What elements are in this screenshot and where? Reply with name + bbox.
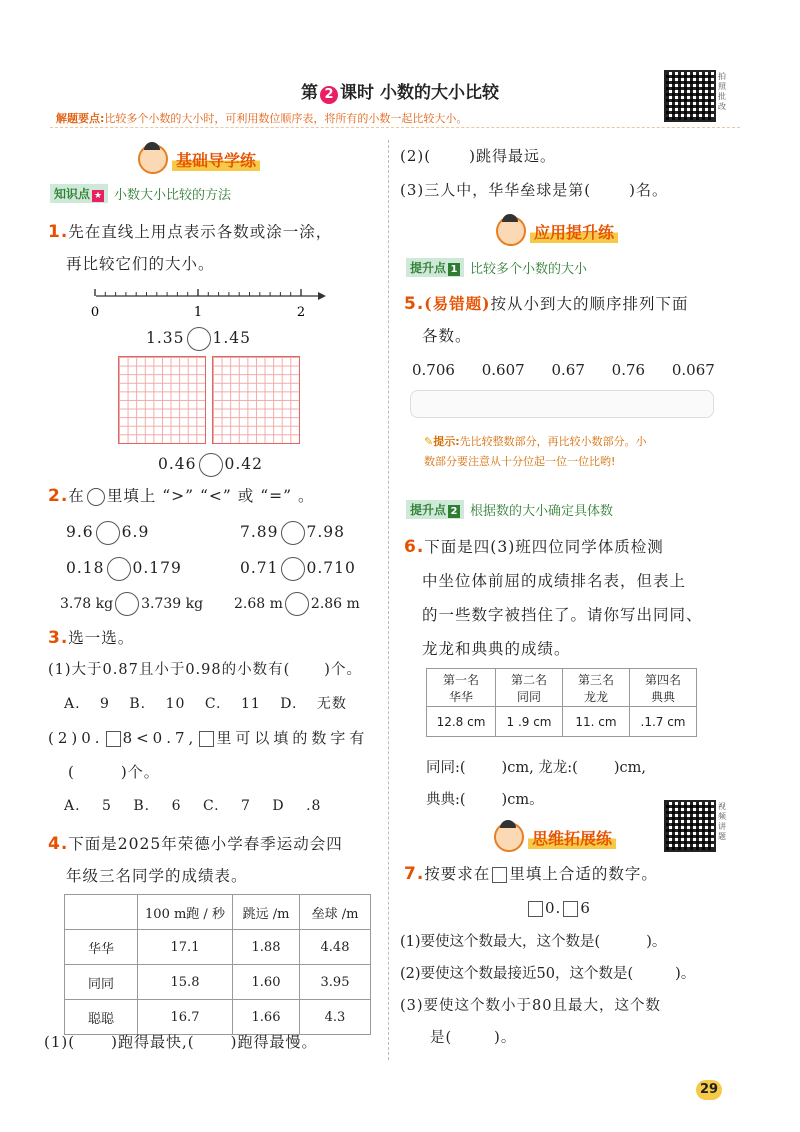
qr-code-icon: [664, 70, 716, 122]
compare-right-value: 1.45: [212, 329, 252, 347]
question-text: )跳得最远。: [469, 147, 556, 165]
compare-2: [158, 448, 263, 480]
q7-part-2: [400, 958, 695, 990]
q3-part-2-options: [64, 790, 321, 822]
compare-value: 3.78 kg: [60, 596, 114, 612]
score-cell: 1 .9 cm: [496, 707, 563, 737]
q3-part-1-options: [64, 688, 347, 720]
question-text: 里可以填的数字有: [216, 729, 369, 747]
question-text: 年级三名同学的成绩表。: [66, 867, 248, 885]
compare-row: [66, 516, 149, 548]
question-text: 按要求在: [424, 865, 491, 883]
compare-right-value: 0.42: [224, 455, 264, 473]
table-header: 100 m跑 / 秒: [138, 895, 233, 930]
kp-tag: [406, 500, 464, 519]
hint-label: 提示:: [433, 435, 460, 448]
question-7: [404, 858, 658, 890]
kp-title: 根据数的大小确定具体数: [470, 504, 614, 519]
question-text: )cm,: [613, 760, 646, 776]
kp-tag: [50, 184, 108, 203]
table-row: [65, 930, 371, 965]
question-text: 中坐位体前屈的成绩排名表，但表上: [422, 572, 687, 590]
header-divider: [50, 127, 740, 128]
q7-part-1: [400, 926, 666, 958]
mascot-icon: [138, 144, 168, 174]
score-cell: 11. cm: [563, 707, 630, 737]
compare-value: 2.86 m: [310, 596, 360, 612]
section-banner-apply: [496, 218, 618, 244]
question-text: (1)(: [44, 1033, 76, 1051]
compare-left-value: 1.35: [146, 329, 185, 347]
question-text: (3)要使这个数小于80且最大，这个数: [400, 998, 661, 1014]
tip-text: 比较多个小数的大小时，可利用数位顺序表，将所有的小数一起比较大小。: [104, 112, 468, 125]
score-cell: 12.8 cm: [427, 707, 496, 737]
improvement-point-2: [406, 500, 613, 519]
hundred-grid-2[interactable]: [212, 356, 300, 444]
question-number: 6.: [404, 537, 425, 557]
question-2: [48, 480, 314, 512]
tip-label: 解题要点:: [56, 112, 105, 125]
table-cell: 1.88: [233, 930, 300, 965]
circle-symbol: [87, 488, 105, 506]
answer-circle[interactable]: [281, 521, 305, 545]
expression-text: 0.: [545, 899, 562, 917]
question-text: 同同:(: [426, 760, 466, 776]
question-number: 2.: [48, 486, 69, 506]
compare-1: [146, 322, 251, 354]
question-4: [48, 828, 343, 892]
question-text: (1)要使这个数最大，这个数是(: [400, 934, 601, 950]
question-text: (: [68, 763, 75, 781]
digit-box[interactable]: [528, 901, 543, 917]
compare-row: [240, 552, 356, 584]
q6-answer-line-2: [426, 784, 544, 816]
decimal-value: 0.67: [551, 361, 585, 379]
number-line-arrow: [318, 292, 326, 300]
answer-circle[interactable]: [187, 327, 211, 351]
question-6: [404, 530, 703, 666]
q4-part-1: [44, 1026, 317, 1058]
question-text: (1)大于0.87且小于0.98的小数有(: [48, 662, 291, 678]
banner-text: 思维拓展练: [528, 826, 616, 849]
compare-row: [66, 552, 182, 584]
question-text: 再比较它们的大小。: [66, 255, 215, 273]
error-prone-tag: (易错题): [424, 294, 491, 313]
table-cell: 华华: [65, 930, 138, 965]
question-text: 下面是2025年荣德小学春季运动会四: [68, 835, 343, 853]
question-5: [404, 288, 688, 352]
rank-header: [563, 669, 630, 707]
question-text: 龙龙和典典的成绩。: [422, 640, 571, 658]
q3-part-1: [48, 654, 362, 686]
question-text: )。: [675, 966, 696, 982]
question-number: 1.: [48, 222, 69, 242]
number-line: [90, 284, 330, 320]
compare-value: 0.18: [66, 559, 105, 577]
question-text: (3)三人中，华华垒球是第(: [400, 181, 592, 199]
table-header: 跳远 /m: [233, 895, 300, 930]
table-cell: 15.8: [138, 965, 233, 1000]
digit-box: [199, 731, 214, 747]
student-name: 同同: [516, 689, 541, 704]
kp-number: 2: [448, 505, 460, 518]
question-text: )cm。: [501, 792, 544, 808]
kp-title: 小数大小比较的方法: [114, 188, 232, 203]
table-cell: 同同: [65, 965, 138, 1000]
hint-box: [424, 432, 647, 472]
table-cell: 聪聪: [65, 1000, 138, 1035]
question-1: [48, 216, 332, 280]
question-text: 8<0.7,: [122, 729, 198, 747]
compare-row: [240, 516, 345, 548]
column-divider: [388, 140, 389, 1060]
star-icon: ★: [93, 191, 103, 201]
question-text: 里填上 “>” “<” 或 “=” 。: [106, 487, 315, 505]
q5-answer-box[interactable]: [410, 390, 714, 418]
compare-value: 3.739 kg: [141, 596, 204, 612]
q6-answer-line-1: [426, 752, 646, 784]
question-text: (2)要使这个数最接近50，这个数是(: [400, 966, 634, 982]
question-text: )cm, 龙龙:(: [501, 760, 578, 776]
kp-title: 比较多个小数的大小: [470, 262, 588, 277]
question-text: 选一选。: [68, 629, 135, 647]
question-text: )。: [494, 1030, 517, 1046]
lesson-number-badge: 2: [320, 86, 338, 104]
question-text: 是(: [430, 1030, 453, 1046]
tick-label: 0: [90, 305, 100, 320]
qr-code-video[interactable]: [664, 800, 716, 852]
tick-label: 2: [296, 305, 306, 320]
knowledge-point: [50, 184, 231, 203]
student-name: 典典: [650, 689, 675, 704]
q4-part-2: [400, 140, 556, 172]
compare-value: 2.68 m: [234, 596, 283, 612]
rank-header: [427, 669, 496, 707]
page-number: 29: [696, 1080, 722, 1100]
ranking-table: [426, 668, 697, 737]
question-text: 典典:(: [426, 792, 466, 808]
question-text: (2)(: [400, 147, 432, 165]
q3-part-2-blank: [68, 756, 160, 788]
answer-circle[interactable]: [107, 557, 131, 581]
question-number: 3.: [48, 628, 69, 648]
banner-text: 应用提升练: [530, 220, 618, 243]
decimal-value: 0.067: [671, 361, 715, 379]
compare-row: [60, 588, 203, 620]
rank-label: 第二名: [510, 672, 547, 687]
option-d[interactable]: D .8: [272, 798, 322, 814]
digit-box: [492, 867, 507, 883]
q7-part-3: [400, 990, 661, 1022]
question-text: )个。: [120, 763, 160, 781]
option-b[interactable]: B. 6: [133, 798, 182, 814]
compare-value: 0.179: [132, 559, 182, 577]
tick-label: 1: [193, 305, 203, 320]
option-b[interactable]: B. 10: [129, 696, 186, 712]
table-cell: 16.7: [138, 1000, 233, 1035]
q5-values: [412, 354, 715, 386]
compare-left-value: 0.46: [158, 455, 197, 473]
rank-label: 第三名: [577, 672, 614, 687]
question-text: )个。: [324, 662, 362, 678]
question-text: 里填上合适的数字。: [509, 865, 658, 883]
option-a[interactable]: A. 9: [64, 696, 110, 712]
qr-label-grading: 拍照批改: [718, 72, 726, 111]
question-text: )跑得最慢。: [230, 1033, 318, 1051]
table-cell: 4.3: [300, 1000, 371, 1035]
rank-label: 第四名: [644, 672, 681, 687]
q4-part-3: [400, 174, 668, 206]
answer-circle[interactable]: [115, 592, 139, 616]
kp-tag-label: 提升点: [410, 261, 447, 275]
answer-circle[interactable]: [285, 592, 309, 616]
option-d[interactable]: D. 无数: [280, 696, 347, 712]
compare-row: [234, 588, 360, 620]
compare-value: 0.71: [240, 559, 279, 577]
question-text: 的一些数字被挡住了。请你写出同同、: [422, 606, 703, 624]
student-name: 龙龙: [583, 689, 608, 704]
table-cell: 4.48: [300, 930, 371, 965]
question-text: )名。: [629, 181, 668, 199]
option-a[interactable]: A. 5: [64, 798, 112, 814]
kp-number: 1: [448, 263, 460, 276]
table-cell: 17.1: [138, 930, 233, 965]
question-text: 下面是四(3)班四位同学体质检测: [424, 538, 664, 556]
q3-part-2: [48, 722, 368, 754]
compare-value: 7.98: [306, 523, 346, 541]
q7-expression: [526, 892, 591, 924]
question-text: )跑得最快,(: [111, 1033, 195, 1051]
qr-label-video: 视频讲题: [718, 802, 726, 841]
mascot-icon: [494, 822, 524, 852]
question-text: 先在直线上用点表示各数或涂一涂，: [68, 223, 333, 241]
compare-value: 0.710: [306, 559, 356, 577]
section-banner-extend: [494, 824, 616, 850]
kp-tag: [406, 258, 464, 277]
question-3: [48, 622, 134, 654]
question-number: 4.: [48, 834, 69, 854]
compare-value: 7.89: [240, 523, 279, 541]
qr-code-icon: [664, 800, 716, 852]
rank-label: 第一名: [442, 672, 479, 687]
expression-text: 6: [580, 899, 591, 917]
kp-tag-label: 知识点: [54, 187, 91, 201]
improvement-point-1: [406, 258, 587, 277]
answer-circle[interactable]: [199, 453, 223, 477]
qr-code-grading[interactable]: [664, 70, 716, 122]
kp-tag-label: 提升点: [410, 503, 447, 517]
answer-circle[interactable]: [96, 521, 120, 545]
question-text: 在: [68, 487, 85, 505]
title-prefix: 第: [301, 83, 319, 103]
title-text: 课时 小数的大小比较: [340, 83, 499, 103]
rank-header: [630, 669, 697, 707]
table-cell: 1.66: [233, 1000, 300, 1035]
digit-box[interactable]: [563, 901, 578, 917]
mascot-icon: [496, 216, 526, 246]
answer-circle[interactable]: [281, 557, 305, 581]
rank-header: [496, 669, 563, 707]
hint-text: 数部分要注意从十分位起一位一位比哟!: [424, 455, 616, 468]
table-row: [427, 707, 697, 737]
decimal-value: 0.76: [611, 361, 646, 379]
lightbulb-icon: ✎: [424, 435, 434, 448]
compare-value: 9.6: [66, 523, 94, 541]
question-text: 各数。: [422, 327, 472, 345]
table-cell: 3.95: [300, 965, 371, 1000]
hundred-grid-1[interactable]: [118, 356, 206, 444]
hint-text: 先比较整数部分，再比较小数部分。小: [459, 435, 647, 448]
compare-value: 6.9: [121, 523, 150, 541]
solving-tip: [56, 110, 467, 126]
question-text: 按从小到大的顺序排列下面: [490, 295, 689, 313]
student-name: 华华: [448, 689, 473, 704]
question-number: 7.: [404, 864, 425, 884]
decimal-value: 0.706: [412, 361, 455, 379]
table-row: [65, 965, 371, 1000]
decimal-value: 0.607: [481, 361, 525, 379]
q7-part-3-blank: [430, 1022, 516, 1054]
score-cell: .1.7 cm: [630, 707, 697, 737]
banner-text: 基础导学练: [172, 148, 260, 171]
digit-box: [106, 731, 121, 747]
question-text: (2)0.: [48, 729, 104, 747]
option-c[interactable]: C. 7: [202, 798, 251, 814]
question-number: 5.: [404, 294, 425, 314]
section-banner-basic: [138, 146, 260, 172]
table-header: 垒球 /m: [300, 895, 371, 930]
table-cell: 1.60: [233, 965, 300, 1000]
table-header: [65, 895, 138, 930]
sports-score-table: [64, 894, 371, 1035]
number-line-ticks: [95, 289, 301, 296]
question-text: )。: [646, 934, 667, 950]
option-c[interactable]: C. 11: [204, 696, 261, 712]
